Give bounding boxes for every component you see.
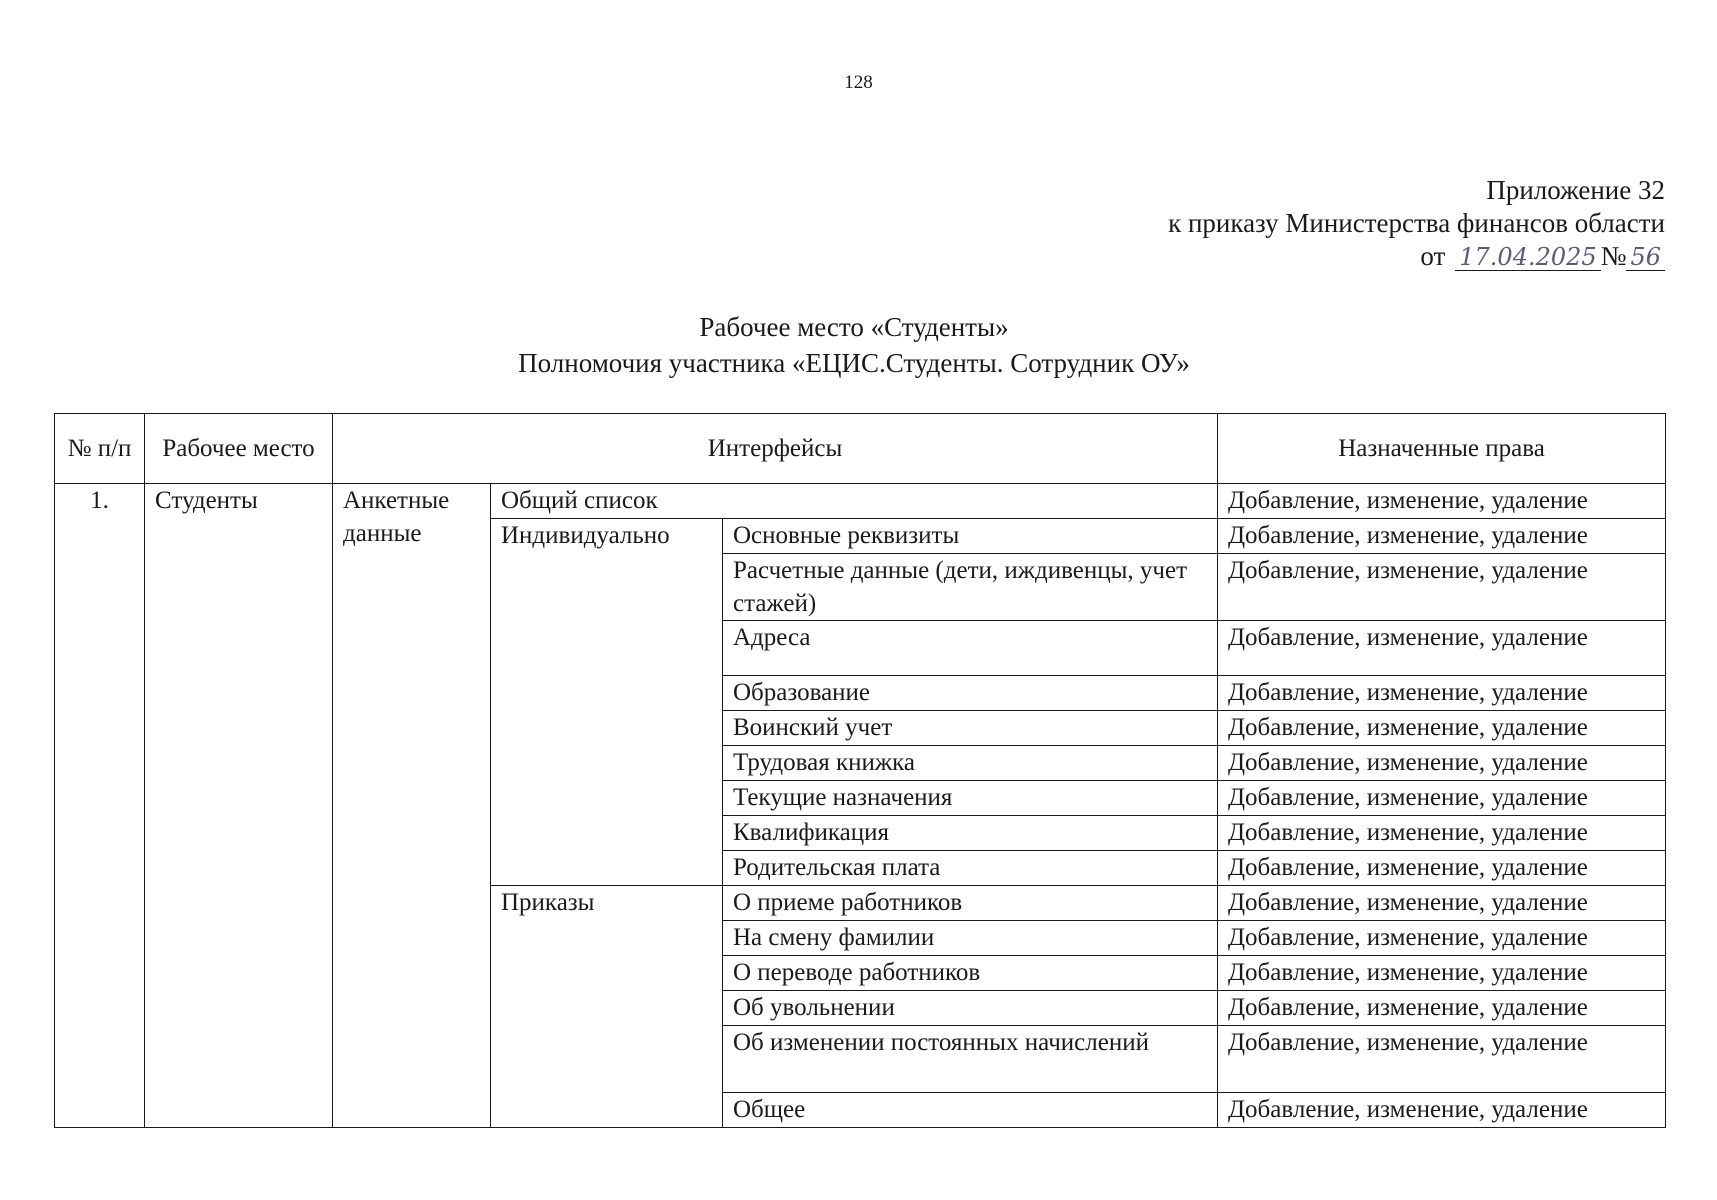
interface-item: Об увольнении: [723, 991, 1218, 1026]
interface-item: О приеме работников: [723, 886, 1218, 921]
right-cell: Добавление, изменение, удаление: [1218, 621, 1666, 676]
appendix-line-1: Приложение 32: [1486, 175, 1665, 205]
interface-item: Воинский учет: [723, 711, 1218, 746]
right-cell: Добавление, изменение, удаление: [1218, 851, 1666, 886]
interface-item: Родительская плата: [723, 851, 1218, 886]
right-cell: Добавление, изменение, удаление: [1218, 746, 1666, 781]
appendix-line-2: к приказу Министерства финансов области: [1168, 208, 1665, 238]
from-label: от: [1420, 241, 1446, 271]
header-rights: Назначенные права: [1218, 414, 1666, 484]
general-list-cell: Общий список: [491, 484, 1218, 519]
right-cell: Добавление, изменение, удаление: [1218, 956, 1666, 991]
row-number: 1.: [55, 484, 145, 1128]
right-cell: Добавление, изменение, удаление: [1218, 554, 1666, 621]
header-workplace: Рабочее место: [145, 414, 333, 484]
right-cell: Добавление, изменение, удаление: [1218, 1093, 1666, 1128]
document-subtitle: Полномочия участника «ЕЦИС.Студенты. Сотрудник ОУ»: [518, 348, 1190, 378]
handwritten-number: 56: [1626, 244, 1665, 271]
interface-item: Общее: [723, 1093, 1218, 1128]
right-cell: Добавление, изменение, удаление: [1218, 781, 1666, 816]
interface-item: Текущие назначения: [723, 781, 1218, 816]
right-cell: Добавление, изменение, удаление: [1218, 991, 1666, 1026]
right-cell: Добавление, изменение, удаление: [1218, 519, 1666, 554]
number-label: №: [1600, 241, 1627, 271]
page-number: 128: [844, 72, 873, 93]
right-cell: Добавление, изменение, удаление: [1218, 921, 1666, 956]
interface-item: Квалификация: [723, 816, 1218, 851]
right-cell: Добавление, изменение, удаление: [1218, 676, 1666, 711]
workplace-cell: Студенты: [145, 484, 333, 1128]
interface-item: Об изменении постоянных начислений: [723, 1026, 1218, 1093]
interface-item: Трудовая книжка: [723, 746, 1218, 781]
right-cell: Добавление, изменение, удаление: [1218, 886, 1666, 921]
header-interfaces: Интерфейсы: [333, 414, 1218, 484]
handwritten-date: 17.04.2025: [1455, 244, 1600, 271]
interface-item: Расчетные данные (дети, иждивенцы, учет стажей): [723, 554, 1218, 621]
interface-item: Адреса: [723, 621, 1218, 676]
header-num: № п/п: [55, 414, 145, 484]
right-cell: Добавление, изменение, удаление: [1218, 1026, 1666, 1093]
order-reference: [1168, 240, 1665, 273]
appendix-block: [1168, 174, 1665, 273]
interface-item: На смену фамилии: [723, 921, 1218, 956]
right-cell: Добавление, изменение, удаление: [1218, 816, 1666, 851]
right-cell: Добавление, изменение, удаление: [1218, 711, 1666, 746]
document-title: Рабочее место «Студенты»: [699, 312, 1009, 342]
orders-group-cell: Приказы: [491, 886, 723, 1128]
individual-group-cell: Индивидуально: [491, 519, 723, 886]
interface-item: О переводе работников: [723, 956, 1218, 991]
section-cell: Анкетные данные: [333, 484, 491, 1128]
permissions-table: [54, 413, 1666, 1128]
interface-item: Основные реквизиты: [723, 519, 1218, 554]
interface-item: Образование: [723, 676, 1218, 711]
right-cell: Добавление, изменение, удаление: [1218, 484, 1666, 519]
